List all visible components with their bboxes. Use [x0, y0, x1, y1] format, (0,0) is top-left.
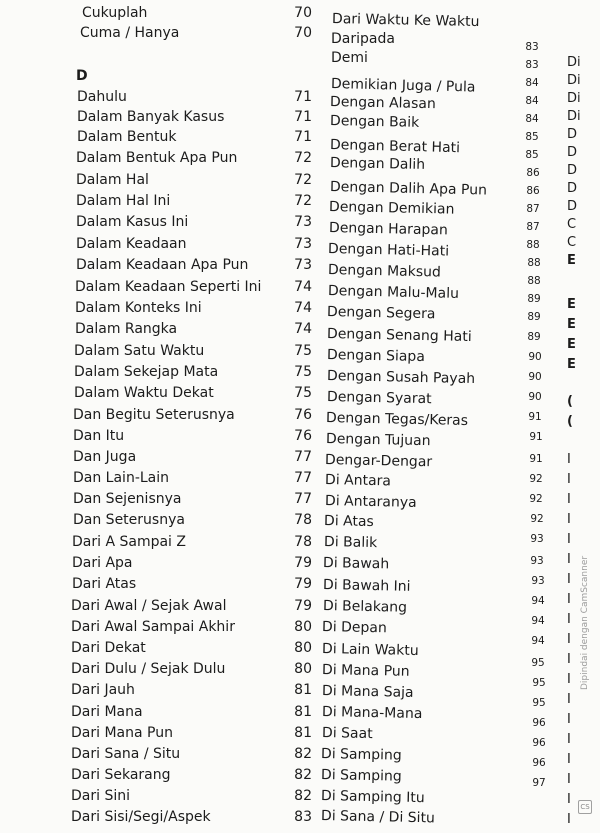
page-number: 84 — [525, 95, 539, 107]
index-term: Dan Lain-Lain — [73, 470, 170, 486]
page-number: 94 — [531, 615, 545, 627]
page-number: 78 — [294, 534, 312, 550]
page-number: 79 — [294, 576, 312, 592]
page-number: 77 — [294, 449, 312, 465]
page-number: 74 — [294, 279, 312, 295]
page-number: 90 — [528, 351, 542, 363]
index-term: Dalam Satu Waktu — [74, 343, 205, 359]
page-number: 79 — [294, 555, 312, 571]
index-term: Di Samping — [320, 767, 402, 785]
cropped-term-fragment: I — [567, 452, 571, 467]
page-number: 93 — [531, 575, 545, 587]
page-number: 95 — [532, 697, 546, 709]
page-number: 96 — [532, 737, 546, 749]
cropped-term-fragment: C — [567, 217, 577, 232]
index-term: Di Belakang — [322, 598, 408, 616]
index-term: Dengan Tegas/Keras — [325, 410, 469, 429]
index-term: Dengan Alasan — [329, 94, 437, 113]
index-term: Di Samping — [320, 746, 402, 764]
index-term: Di Atas — [323, 513, 374, 531]
cropped-term-fragment: D — [567, 163, 578, 178]
index-term: Dan Sejenisnya — [73, 491, 182, 507]
cropped-term-fragment: I — [567, 552, 571, 567]
page-number: 89 — [527, 331, 541, 343]
page-number: 82 — [294, 746, 312, 762]
page-number: 75 — [294, 343, 312, 359]
cropped-term-fragment: I — [567, 692, 571, 707]
cropped-term-fragment: I — [567, 532, 571, 547]
page-number: 96 — [532, 717, 546, 729]
index-term: Dengan Demikian — [328, 199, 455, 218]
index-term: Dan Seterusnya — [73, 512, 185, 528]
cropped-term-fragment: Di — [567, 73, 581, 88]
page-number: 71 — [294, 109, 312, 125]
page-number: 77 — [294, 470, 312, 486]
index-term: Dari Mana Pun — [71, 725, 173, 741]
index-term: Dari Sana / Situ — [71, 746, 181, 762]
cropped-term-fragment: E — [567, 337, 576, 352]
page-number: 88 — [527, 257, 541, 269]
page-number: 71 — [294, 89, 312, 105]
page-number: 80 — [294, 640, 312, 656]
cropped-term-fragment: I — [567, 512, 571, 527]
index-term: Di Antara — [324, 472, 392, 490]
page-number: 79 — [294, 598, 312, 614]
page-number: 76 — [294, 407, 312, 423]
cropped-term-fragment: I — [567, 612, 571, 627]
index-term: Dan Itu — [73, 428, 125, 444]
index-term: Dalam Hal Ini — [76, 193, 171, 209]
page-number: 80 — [294, 619, 312, 635]
page-number: 95 — [531, 657, 545, 669]
index-term: Di Mana Pun — [321, 662, 410, 680]
page-number: 83 — [294, 809, 312, 825]
page-number: 73 — [294, 236, 312, 252]
cropped-term-fragment: I — [567, 652, 571, 667]
page-number: 91 — [528, 411, 542, 423]
cropped-term-fragment: I — [567, 632, 571, 647]
page-number: 70 — [294, 5, 312, 21]
index-term: Dalam Banyak Kasus — [77, 109, 225, 125]
cropped-term-fragment: I — [567, 672, 571, 687]
page-number: 81 — [294, 682, 312, 698]
page-number: 88 — [527, 275, 541, 287]
page-number: 93 — [530, 533, 544, 545]
cropped-term-fragment: I — [567, 492, 571, 507]
cropped-term-fragment: I — [567, 472, 571, 487]
page-number: 78 — [294, 512, 312, 528]
page-number: 75 — [294, 364, 312, 380]
cropped-term-fragment: I — [567, 732, 571, 747]
index-term: Dengan Segera — [326, 304, 436, 323]
index-term: Di Bawah Ini — [322, 577, 411, 595]
cropped-term-fragment: C — [567, 235, 577, 250]
page-number: 91 — [529, 453, 543, 465]
page-number: 72 — [294, 193, 312, 209]
index-term: Dengan Dalih — [329, 155, 426, 173]
page-number: 72 — [294, 150, 312, 166]
index-term: Dalam Waktu Dekat — [74, 385, 214, 401]
cropped-term-fragment: I — [567, 712, 571, 727]
page-number: 80 — [294, 661, 312, 677]
cropped-term-fragment: I — [567, 812, 571, 827]
index-term: Dalam Hal — [76, 172, 149, 188]
index-term: Dengan Baik — [329, 113, 420, 131]
index-term: Dalam Rangka — [75, 321, 178, 337]
index-term: Dan Juga — [73, 449, 137, 465]
camscanner-logo-icon: CS — [578, 800, 592, 814]
page-number: 70 — [294, 25, 312, 41]
index-term: Dengan Senang Hati — [326, 326, 472, 346]
page-number: 82 — [294, 767, 312, 783]
page-number: 92 — [530, 513, 544, 525]
cropped-term-fragment: I — [567, 592, 571, 607]
index-term: Di Sana / Di Situ — [320, 808, 436, 827]
page-number: 77 — [294, 491, 312, 507]
index-term: Di Balik — [323, 534, 378, 552]
page-number: 76 — [294, 428, 312, 444]
cropped-term-fragment: ( — [567, 394, 573, 409]
cropped-term-fragment: E — [567, 357, 576, 372]
section-heading: D — [76, 68, 88, 84]
cropped-term-fragment: D — [567, 199, 578, 214]
index-term: Dari Awal Sampai Akhir — [71, 619, 235, 635]
page-number: 86 — [526, 167, 540, 179]
index-term: Dengan Berat Hati — [329, 137, 461, 157]
index-term: Di Samping Itu — [320, 788, 425, 807]
page-number: 83 — [525, 59, 539, 71]
index-term: Demi — [331, 50, 368, 66]
index-term: Dari Dulu / Sejak Dulu — [71, 661, 226, 677]
index-term: Di Antaranya — [324, 493, 417, 511]
index-term: Dalam Kasus Ini — [76, 214, 189, 230]
page-number: 89 — [527, 293, 541, 305]
scanner-watermark: Dipindai dengan CamScanner — [580, 555, 590, 690]
page-number: 92 — [529, 473, 543, 485]
page-number: 71 — [294, 129, 312, 145]
index-term: Dengan Hati-Hati — [327, 241, 450, 260]
index-term: Dari A Sampai Z — [72, 534, 186, 550]
index-term: Dari Jauh — [71, 682, 135, 698]
cropped-term-fragment: I — [567, 752, 571, 767]
index-term: Demikian Juga / Pula — [330, 76, 476, 96]
index-term: Dengan Syarat — [326, 389, 432, 408]
page-number: 84 — [525, 77, 539, 89]
page-number: 72 — [294, 172, 312, 188]
cropped-term-fragment: Di — [567, 55, 581, 70]
index-term: Di Mana-Mana — [321, 704, 423, 723]
index-term: Dengan Harapan — [328, 220, 448, 239]
page-number: 86 — [526, 185, 540, 197]
page-number: 94 — [531, 635, 545, 647]
index-term: Dengan Dalih Apa Pun — [329, 179, 488, 199]
index-term: Dalam Keadaan Apa Pun — [76, 257, 249, 273]
page-number: 89 — [527, 311, 541, 323]
index-term: Dengar-Dengar — [324, 452, 433, 471]
index-term: Daripada — [331, 31, 395, 47]
index-term: Dahulu — [77, 89, 127, 105]
index-term: Dalam Sekejap Mata — [74, 364, 219, 380]
cropped-term-fragment: D — [567, 127, 578, 142]
index-term: Dari Dekat — [71, 640, 146, 656]
index-term: Dalam Bentuk Apa Pun — [76, 150, 238, 166]
cropped-term-fragment: Di — [567, 91, 581, 106]
page-number: 73 — [294, 214, 312, 230]
page-number: 91 — [529, 431, 543, 443]
page-number: 85 — [525, 131, 539, 143]
index-term: Dari Awal / Sejak Awal — [71, 598, 227, 614]
page-number: 93 — [530, 555, 544, 567]
index-term: Di Depan — [321, 619, 388, 637]
cropped-term-fragment: Di — [567, 109, 581, 124]
page-number: 92 — [529, 493, 543, 505]
page-number: 88 — [526, 239, 540, 251]
index-term: Dengan Maksud — [327, 262, 442, 281]
index-term: Dengan Susah Payah — [326, 368, 476, 388]
page-number: 96 — [532, 757, 546, 769]
page-number: 94 — [531, 595, 545, 607]
index-term: Dalam Keadaan Seperti Ini — [75, 279, 262, 295]
index-term: Dari Sekarang — [71, 767, 171, 783]
index-term: Di Mana Saja — [321, 683, 414, 701]
page-number: 95 — [532, 677, 546, 689]
index-term: Di Bawah — [322, 555, 390, 573]
index-term: Dari Atas — [72, 576, 137, 592]
index-term: Dengan Siapa — [326, 347, 426, 366]
page-number: 82 — [294, 788, 312, 804]
index-term: Di Lain Waktu — [321, 641, 419, 660]
cropped-term-fragment: D — [567, 145, 578, 160]
index-term: Dengan Malu-Malu — [327, 283, 460, 302]
index-term: Dalam Konteks Ini — [75, 300, 202, 316]
page-number: 90 — [528, 371, 542, 383]
index-term: Cukuplah — [82, 5, 148, 21]
index-term: Cuma / Hanya — [80, 25, 180, 41]
index-term: Di Saat — [321, 725, 373, 743]
cropped-term-fragment: I — [567, 792, 571, 807]
index-term: Dari Waktu Ke Waktu — [331, 11, 480, 31]
page-number: 85 — [525, 149, 539, 161]
cropped-term-fragment: E — [567, 317, 576, 332]
index-term: Dan Begitu Seterusnya — [73, 407, 235, 423]
page-number: 83 — [525, 41, 539, 53]
cropped-term-fragment: ( — [567, 414, 573, 429]
index-term: Dari Apa — [72, 555, 133, 571]
index-term: Dari Mana — [71, 704, 143, 720]
page-number: 87 — [526, 203, 540, 215]
index-term: Dengan Tujuan — [325, 431, 431, 450]
cropped-term-fragment: I — [567, 772, 571, 787]
page-number: 75 — [294, 385, 312, 401]
page-number: 97 — [532, 777, 546, 789]
page-number: 74 — [294, 300, 312, 316]
page-number: 73 — [294, 257, 312, 273]
cropped-term-fragment: D — [567, 181, 578, 196]
page-number: 81 — [294, 725, 312, 741]
page-number: 87 — [526, 221, 540, 233]
index-term: Dari Sini — [71, 788, 130, 804]
page-number: 84 — [525, 113, 539, 125]
page-number: 81 — [294, 704, 312, 720]
cropped-term-fragment: E — [567, 297, 576, 312]
cropped-term-fragment: E — [567, 253, 576, 268]
index-term: Dari Sisi/Segi/Aspek — [71, 809, 211, 825]
page-number: 90 — [528, 391, 542, 403]
index-term: Dalam Bentuk — [77, 129, 177, 145]
page-number: 74 — [294, 321, 312, 337]
index-term: Dalam Keadaan — [76, 236, 187, 252]
cropped-term-fragment: I — [567, 572, 571, 587]
